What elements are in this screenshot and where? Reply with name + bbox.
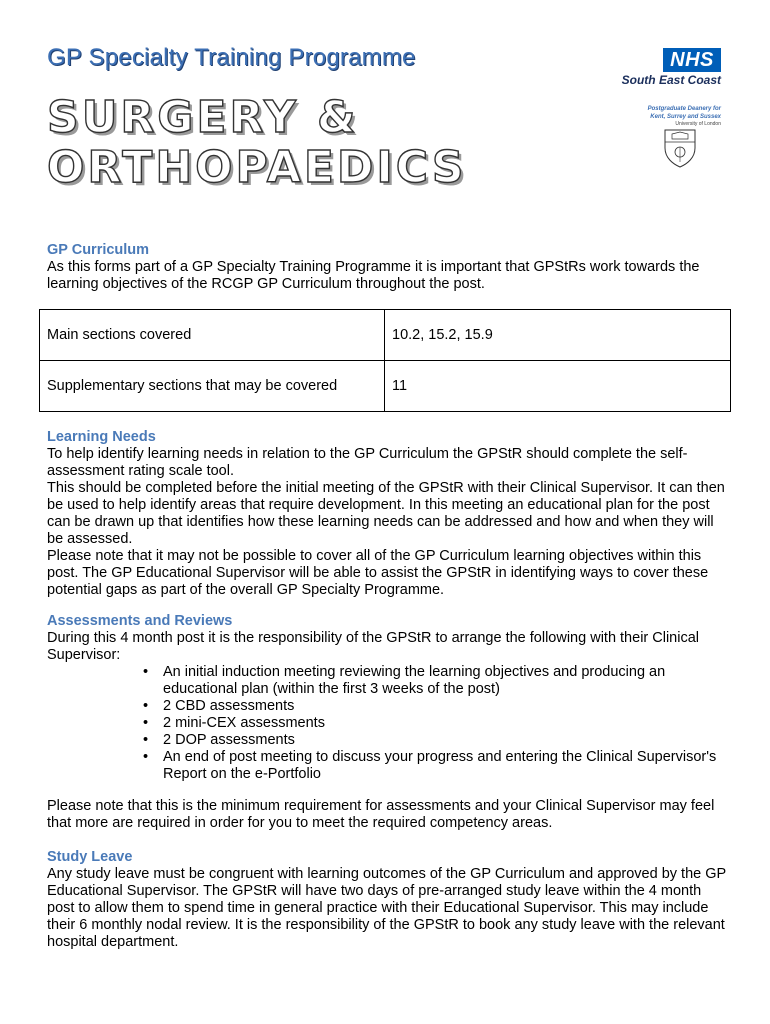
- learning-needs-section: [47, 429, 727, 599]
- curriculum-table: [39, 309, 731, 412]
- bullet: •: [143, 664, 149, 680]
- assessments-section: [47, 613, 727, 783]
- assessments-intro: During this 4 month post it is the responsibility of the GPStR to arrange the following with their Clinical Supervisor:: [47, 630, 700, 663]
- learning-needs-heading: Learning Needs: [47, 429, 156, 445]
- curriculum-section: [47, 242, 727, 293]
- university-crest-icon: [662, 128, 698, 168]
- list-item: • An initial induction meeting reviewing the learning objectives and producing an educational plan (within the first 3 weeks of the post): [143, 664, 666, 697]
- table-cell-value: 11: [385, 361, 731, 412]
- table-row: [40, 361, 731, 412]
- assessments-note: Please note that this is the minimum requirement for assessments and your Clinical Supervisor may feel that more are required in order for you to meet the required competency areas.: [47, 798, 715, 831]
- study-leave-heading: Study Leave: [47, 849, 133, 865]
- list-item: • An end of post meeting to discuss your progress and entering the Clinical Supervisor's Report on the e-Portfolio: [143, 749, 717, 782]
- bullet: •: [143, 698, 149, 714]
- curriculum-heading: GP Curriculum: [47, 242, 150, 258]
- bullet: •: [143, 732, 149, 748]
- deanery-line1: Postgraduate Deanery for: [647, 106, 721, 112]
- table-cell-label: Main sections covered: [40, 310, 385, 361]
- list-item: • 2 CBD assessments: [143, 698, 295, 714]
- table-cell-label: Supplementary sections that may be covered: [40, 361, 385, 412]
- bullet: •: [143, 749, 149, 765]
- document-title-line2: ORTHOPAEDICS: [47, 142, 467, 193]
- list-item: • 2 DOP assessments: [143, 732, 295, 748]
- study-leave-section: [47, 849, 727, 951]
- assessments-list: [47, 664, 727, 783]
- nhs-region-label: South East Coast: [621, 73, 721, 87]
- curriculum-body: As this forms part of a GP Specialty Training Programme it is important that GPStRs work towards the learning objectives of the RCGP GP Curriculum throughout the post.: [47, 259, 700, 292]
- list-item: • 2 mini-CEX assessments: [143, 715, 325, 731]
- deanery-line2: Kent, Surrey and Sussex: [650, 113, 721, 120]
- learning-needs-p3: Please note that it may not be possible to cover all of the GP Curriculum learning objectives within this post. The GP Educational Supervisor will be able to assist the GPStR in identifying ways to cover these potential gaps as part of the overall GP Specialty Programme.: [47, 548, 709, 598]
- table-row: [40, 310, 731, 361]
- assessments-heading: Assessments and Reviews: [47, 613, 233, 629]
- study-leave-body: Any study leave must be congruent with learning outcomes of the GP Curriculum and approved by the GP Educational Supervisor. The GPStR will have two days of pre-arranged study leave within the 4 month post to allow them to spend time in general practice with their Educational Supervisor. This may include their 6 monthly nodal review. It is the responsibility of the GPStR to book any study leave with the relevant hospital department.: [47, 866, 726, 950]
- programme-title: GP Specialty Training Programme: [47, 44, 416, 71]
- university-label: University of London: [675, 121, 721, 127]
- document-title-line1: SURGERY &: [47, 92, 359, 143]
- bullet: •: [143, 715, 149, 731]
- deanery-label: [648, 106, 721, 121]
- table-cell-value: 10.2, 15.2, 15.9: [385, 310, 731, 361]
- learning-needs-p1: To help identify learning needs in relation to the GP Curriculum the GPStR should complete the self-assessment rating scale tool.: [47, 446, 688, 479]
- learning-needs-p2: This should be completed before the initial meeting of the GPStR with their Clinical Supervisor. It can then be used to help identify areas that require development. In this meeting an educational plan for the post can be drawn up that identifies how these learning needs can be addressed and how and when they will be assessed.: [47, 480, 725, 547]
- nhs-logo: NHS: [663, 48, 721, 72]
